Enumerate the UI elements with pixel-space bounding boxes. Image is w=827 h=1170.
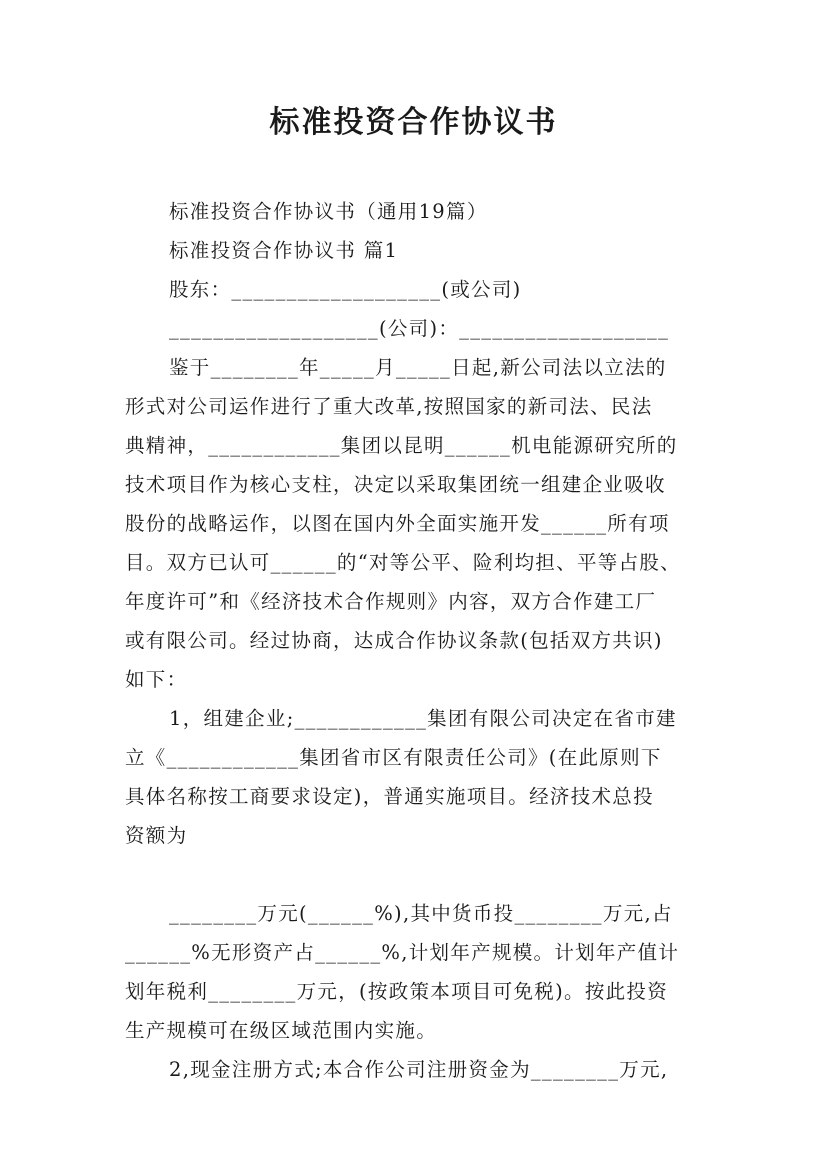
line-19: ______%无形资产占______%,计划年产规模。计划年产值计 (125, 941, 680, 964)
line-20: 划年税利________万元，(按政策本项目可免税)。按此投资 (125, 980, 669, 1003)
line-16: 具体名称按工商要求设定)，普通实施项目。经济技术总投 (125, 785, 654, 808)
line-15: 立《____________集团省市区有限责任公司》(在此原则下 (125, 746, 662, 769)
line-22: 2,现金注册方式;本合作公司注册资金为________万元, (169, 1058, 669, 1081)
document-body (125, 192, 705, 1089)
line-11: 年度许可”和《经济技术合作规则》内容，双方合作建工厂 (125, 590, 657, 613)
document-title: 标准投资合作协议书 (269, 105, 558, 140)
line-7: 典精神，____________集团以昆明______机电能源研究所的 (125, 434, 678, 457)
line-14: 1，组建企业;____________集团有限公司决定在省市建 (169, 707, 677, 730)
line-17: 资额为 (125, 824, 188, 847)
line-12: 或有限公司。经过协商，达成合作协议条款(包括双方共识) (125, 629, 663, 652)
line-21: 生产规模可在级区域范围内实施。 (125, 1019, 438, 1042)
line-10: 目。双方已认可______的“对等公平、险利均担、平等占股、 (125, 551, 681, 574)
line-4: ___________________(公司)：___________________ (169, 317, 670, 340)
line-5: 鉴于________年_____月_____日起,新公司法以立法的 (169, 356, 667, 379)
line-2: 标准投资合作协议书 篇1 (169, 239, 399, 262)
line-3: 股东：___________________(或公司) (169, 278, 522, 301)
line-18: ________万元(______%),其中货币投________万元,占 (169, 902, 673, 925)
line-8: 技术项目作为核心支柱，决定以采取集团统一组建企业吸收 (125, 473, 666, 496)
line-9: 股份的战略运作，以图在国内外全面实施开发______所有项 (125, 512, 670, 535)
line-1: 标准投资合作协议书（通用19篇） (169, 200, 488, 223)
line-6: 形式对公司运作进行了重大改革,按照国家的新司法、民法 (125, 395, 653, 418)
paragraph-gap (125, 855, 705, 894)
line-13: 如下： (125, 668, 188, 691)
